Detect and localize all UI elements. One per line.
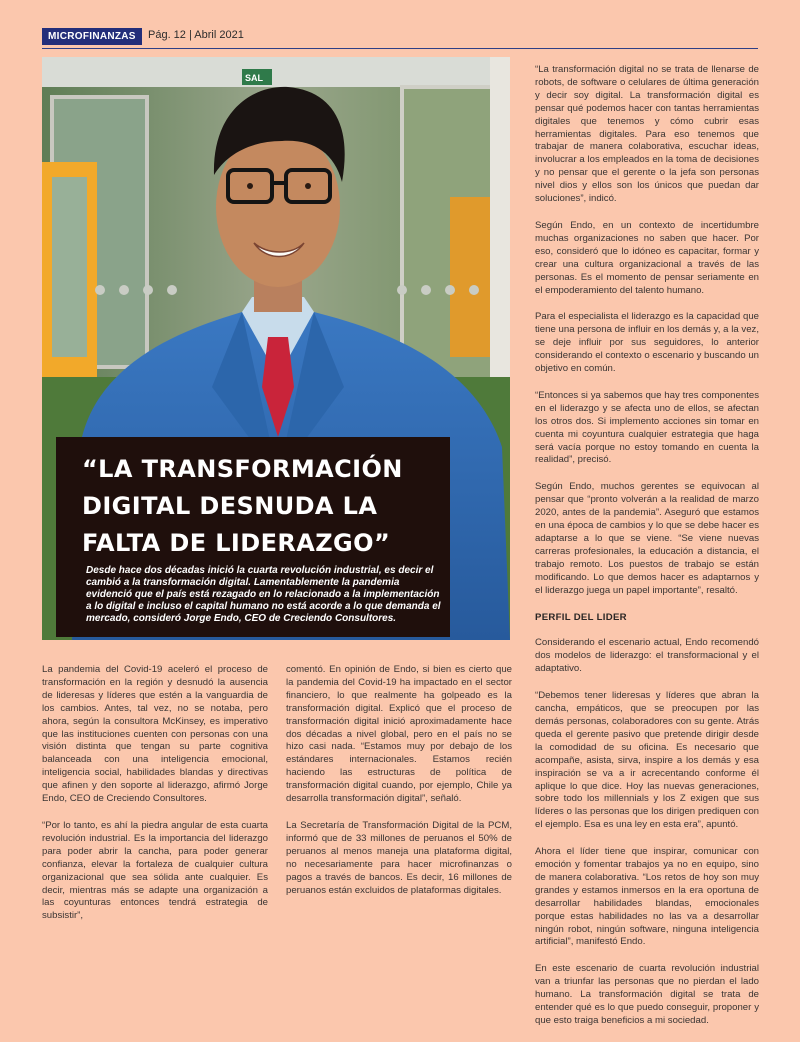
paragraph: “La transformación digital no se trata de llenarse de robots, de software o celulares de última generación y decir soy digital. La transformación digital es pensar qué podemos hacer con tantas herramientas digitales que tenemos y cómo cubrir esas herramientas digitales. Para eso tenemos que trabajar de manera colaborativa, escuchar ideas, involucrar a los empleados en la toma de decisiones y no pensar que el gerente o la jefa son personas nivel dios y ellos son los únicos que puedan dar soluciones”, indicó.	[535, 64, 759, 205]
paragraph: Considerando el escenario actual, Endo recomendó dos modelos de liderazgo: el transformacional y el adaptativo.	[535, 637, 759, 675]
paragraph: “Debemos tener lideresas y líderes que abran la cancha, empáticos, que se preocupen por las demás personas, colaboradores con su gente. Atrás queda el gerente pasivo que pretende dirigir desde la comodidad de su oficina. Es necesario que acompañe, asista, sirva, inspire a los demás y esa inspiración se va a ir acrecentando conforme él aplique lo que dice. Hoy las nuevas generaciones, sobre todo los millennials y los Z exigen que sus líderes o las personas que los dirigen prediquen con el ejemplo. Esa es una ley en esta era”, apuntó.	[535, 690, 759, 831]
page-header	[42, 28, 758, 49]
paragraph: La Secretaría de Transformación Digital de la PCM, informó que de 33 millones de peruanos el 50% de peruanos al menos maneja una plataforma digital, no necesariamente para hacer microfinanzas o pagos a través de bancos. Es decir, 16 millones de peruanos están excluidos de plataformas digitales.	[286, 819, 512, 896]
paragraph: Según Endo, muchos gerentes se equivocan al pensar que “pronto volverán a la realidad de marzo 2020, antes de la pandemia”. Aseguró que estamos en una época de cambios y lo que se debe hacer es adaptarse a lo que se viene. “Se viene nuevas carreras profesionales, la educación a distancia, el trabajo remoto. Los puestos de trabajo se están modificando. Lo que demos hacer es adaptarnos y el liderazgo juega un papel importante”, resaltó.	[535, 481, 759, 596]
article-column-right	[535, 64, 759, 1042]
page-info: Pág. 12 | Abril 2021	[148, 29, 244, 41]
pull-quote-box	[56, 437, 450, 637]
magazine-brand: MICROFINANZAS	[42, 28, 142, 45]
article-column-middle	[286, 664, 512, 911]
headline: “LA TRANSFORMACIÓN DIGITAL DESNUDA LA FALTA DE LIDERAZGO”	[82, 455, 403, 557]
paragraph: “Por lo tanto, es ahí la piedra angular de esta cuarta revolución industrial. Es la importancia del liderazgo para poder abrir la cancha, para poder generar confianza, elevar la fortaleza de cualquier cultura organizacional que sea sólida ante cualquier. Es decir, mientras más se adapte una organización a las coyunturas entonces tendrá estrategia de subsistir”,	[42, 819, 268, 922]
paragraph: Según Endo, en un contexto de incertidumbre muchas organizaciones no saben que hacer. Por eso, consideró que lo idóneo es capacitar, formar y crear una cultura organizacional a través de las personas. Es el momento de pensar seriamente en el empoderamiento del talento humano.	[535, 219, 759, 296]
paragraph: Ahora el líder tiene que inspirar, comunicar con emoción y fomentar trabajos ya no en equipo, sino de manera colaborativa. “Los retos de hoy son muy grandes y estamos inmersos en la era oportuna de desarrollar habilidades blandas, emocionales porque estas habilidades no las va a desarrollar ningún robot, ningún software, ninguna inteligencia artificial”, manifestó Endo.	[535, 846, 759, 948]
paragraph: La pandemia del Covid-19 aceleró el proceso de transformación en la región y desnudó la ausencia de lideresas y líderes que estén a la vanguardia de los cambios. Antes, tal vez, no se notaba, pero ahora, según la consultora McKinsey, es imperativo que las instituciones cuenten con personas con una visión distinta que tengan su parte cognitiva balanceada con una inteligencia emocional, inteligencia social, habilidades blandas y directivas que afinen y den soporte al liderazgo, afirmó Jorge Endo, CEO de Creciendo Consultores.	[42, 664, 268, 805]
lead-paragraph: Desde hace dos décadas inició la cuarta revolución industrial, es decir el cambió a la transformación digital. Lamentablemente la pandemia evidenció que el país está rezagado en lo relacionado a la implementación a lo digital e incluso el capital humano no está acorde a lo que demanda el mercado, consideró Jorge Endo, CEO de Creciendo Consultores.	[86, 565, 441, 624]
article-column-left	[42, 664, 268, 937]
sign-text: SAL	[245, 73, 263, 83]
paragraph: comentó. En opinión de Endo, si bien es cierto que la pandemia del Covid-19 ha impactado en el sector financiero, lo que realmente ha golpeado es la transformación digital. Explicó que el proceso de transformación digital inició aproximadamente hace dos décadas a nivel global, pero en el país no se hizo casi nada. “Estamos muy por debajo de los estándares internacionales. Estamos recién haciendo las estructuras de política de transformación digital cuando, por ejemplo, Chile ya desarrolla transformación digital”, señaló.	[286, 664, 512, 805]
paragraph: En este escenario de cuarta revolución industrial van a triunfar las personas que no pierdan el lado humano. La transformación digital se trata de entender qué es lo que puedo conseguir, proponer y que esto traiga beneficios a mi sociedad.	[535, 963, 759, 1026]
paragraph: “Entonces si ya sabemos que hay tres componentes en el liderazgo y se afecta uno de ellos, se afectan los otros dos. Si implemento acciones sin tomar en cuenta mi coyuntura cualquier estrategia que haga será vacía porque no estoy tomando en cuenta la realidad”, precisó.	[535, 389, 759, 466]
section-heading: PERFIL DEL LIDER	[535, 611, 627, 623]
paragraph: Para el especialista el liderazgo es la capacidad que tiene una persona de influir en los demás y, a la vez, se deje influir por sus seguidores, lo anterior considerando el contexto o escenario y buscando un objetivo en común.	[535, 311, 760, 375]
